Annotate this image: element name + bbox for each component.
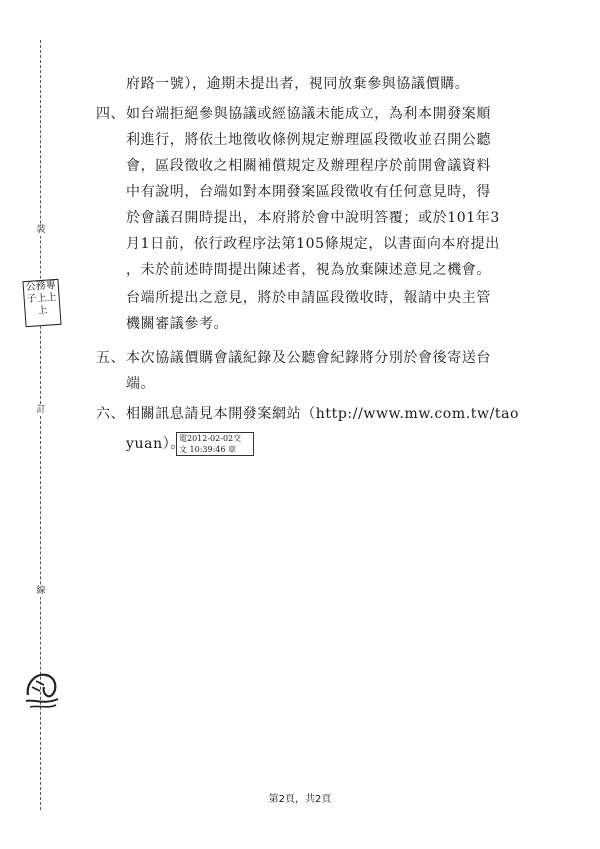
- body-line: 府路一號），逾期未提出者，視同放棄參與協議價購。: [126, 76, 470, 92]
- body-line: 利進行，將依土地徵收條例規定辦理區段徵收並召開公聽: [126, 132, 491, 148]
- body-line: 台端所提出之意見，將於申請區段徵收時，報請中央主管: [126, 290, 491, 306]
- binding-mark-zhuang: 裝: [34, 224, 48, 236]
- official-seal: 公務專子上上上: [22, 279, 61, 327]
- body-line: 端。: [126, 376, 156, 392]
- body-line: 機關審議參考。: [126, 316, 229, 332]
- body-line: 中有說明，台端如對本開發案區段徵收有任何意見時，得: [126, 184, 491, 200]
- stamp-time: 文 10:39:46 章: [179, 445, 237, 454]
- body-line: 六、 相關訊息請見本開發案網站（http://www.mw.com.tw/tao: [96, 406, 520, 422]
- binding-mark-xian: 線: [34, 585, 48, 597]
- item-number: 五、: [96, 350, 126, 366]
- signature-seal-icon: [22, 665, 62, 711]
- page-number: 第2頁，共2頁: [268, 794, 332, 805]
- stamp-date: 電2012-02-02交: [179, 434, 242, 443]
- binding-mark-ding: 訂: [34, 404, 48, 416]
- item-number: 四、: [96, 106, 126, 122]
- item-number: 六、: [96, 406, 126, 422]
- body-line: 五、 本次協議價購會議紀錄及公聽會紀錄將分別於會後寄送台: [96, 350, 491, 366]
- body-line: 四、 如台端拒絕參與協議或經協議未能成立，為利本開發案順: [96, 106, 491, 122]
- body-line: yuan）。: [126, 436, 185, 452]
- receipt-stamp: [176, 432, 254, 456]
- body-line: 於會議召開時提出，本府將於會中說明答覆；或於101年3: [126, 210, 500, 226]
- body-line: 月1日前，依行政程序法第105條規定，以書面向本府提出: [126, 236, 500, 252]
- body-line: 會，區段徵收之相關補償規定及辦理程序於前開會議資料: [126, 158, 491, 174]
- body-line: ，未於前述時間提出陳述者，視為放棄陳述意見之機會。: [126, 262, 491, 278]
